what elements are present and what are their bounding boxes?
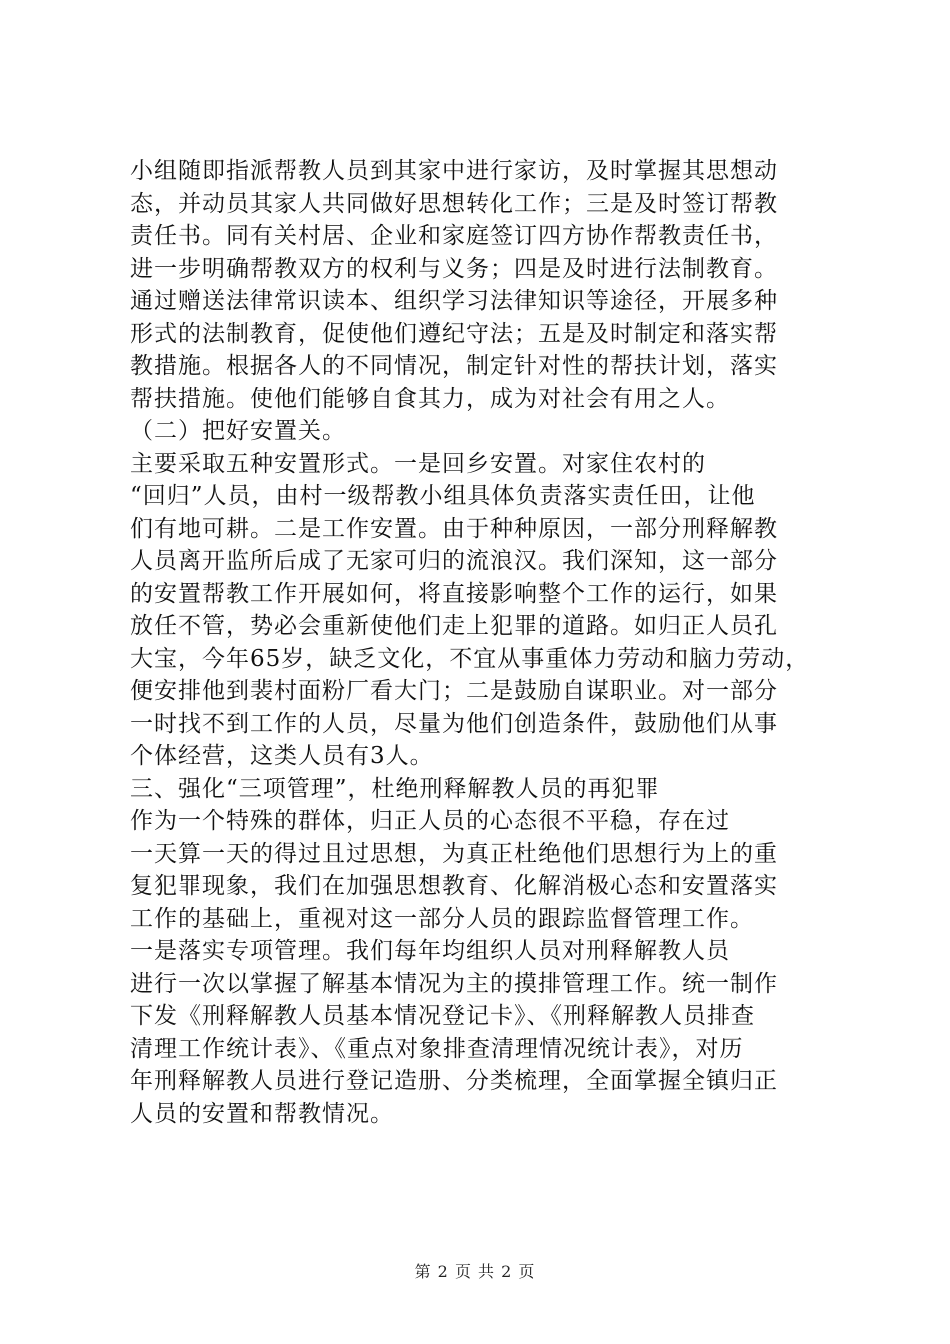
text-line: 主要采取五种安置形式。一是回乡安置。对家住农村的 <box>130 450 706 477</box>
text-line: 清理工作统计表》、《重点对象排查清理情况统计表》，对历 <box>130 1035 744 1062</box>
text-line: 年刑释解教人员进行登记造册、分类梳理，全面掌握全镇归正 <box>130 1068 778 1094</box>
text-line: 们有地可耕。二是工作安置。由于种种原因，一部分刑释解教 <box>130 515 778 542</box>
text-line: 放任不管，势必会重新使他们走上犯罪的道路。如归正人员孔 <box>130 613 778 639</box>
text-line: 一天算一天的得过且过思想，为真正杜绝他们思想行为上的重 <box>130 840 778 867</box>
text-line: 下发《刑释解教人员基本情况登记卡》、《刑释解教人员排查 <box>130 1003 755 1029</box>
text-line: 责任书。同有关村居、企业和家庭签订四方协作帮教责任书， <box>130 223 778 249</box>
section-heading: （二）把好安置关。 <box>130 418 346 444</box>
text-line: 工作的基础上，重视对这一部分人员的跟踪监督管理工作。 <box>130 905 754 932</box>
text-line: 人员的安置和帮教情况。 <box>130 1100 394 1127</box>
text-line: 进行一次以掌握了解基本情况为主的摸排管理工作。统一制作 <box>130 970 778 997</box>
text-line: 一时找不到工作的人员，尽量为他们创造条件，鼓励他们从事 <box>130 710 778 737</box>
text-line: 复犯罪现象，我们在加强思想教育、化解消极心态和安置落实 <box>130 873 778 899</box>
text-line: 小组随即指派帮教人员到其家中进行家访，及时掌握其思想动 <box>130 158 778 184</box>
text-line: 通过赠送法律常识读本、组织学习法律知识等途径，开展多种 <box>130 288 778 314</box>
text-line: 大宝，今年65岁，缺乏文化，不宜从事重体力劳动和脑力劳动， <box>130 645 810 672</box>
text-line: 人员离开监所后成了无家可归的流浪汉。我们深知，这一部分 <box>130 548 778 574</box>
text-line: 进一步明确帮教双方的权利与义务；四是及时进行法制教育。 <box>130 255 778 282</box>
text-line: 作为一个特殊的群体，归正人员的心态很不平稳，存在过 <box>130 808 730 834</box>
text-line: “回归”人员，由村一级帮教小组具体负责落实责任田，让他 <box>130 483 756 509</box>
text-line: 的安置帮教工作开展如何，将直接影响整个工作的运行，如果 <box>130 580 778 607</box>
text-line: 帮扶措施。使他们能够自食其力，成为对社会有用之人。 <box>130 385 730 412</box>
section-heading: 三、强化“三项管理”，杜绝刑释解教人员的再犯罪 <box>130 775 660 802</box>
text-line: 形式的法制教育，促使他们遵纪守法；五是及时制定和落实帮 <box>130 320 778 347</box>
page-number-label: 第 2 页 共 2 页 <box>414 1262 536 1281</box>
text-line: 教措施。根据各人的不同情况，制定针对性的帮扶计划，落实 <box>130 353 778 379</box>
text-line: 态，并动员其家人共同做好思想转化工作；三是及时签订帮教 <box>130 190 778 217</box>
text-line: 一是落实专项管理。我们每年均组织人员对刑释解教人员 <box>130 938 730 964</box>
text-line: 个体经营，这类人员有3人。 <box>130 743 434 769</box>
document-body <box>130 155 840 1130</box>
text-line: 便安排他到裴村面粉厂看大门；二是鼓励自谋职业。对一部分 <box>130 678 778 704</box>
page-footer <box>0 1262 950 1282</box>
